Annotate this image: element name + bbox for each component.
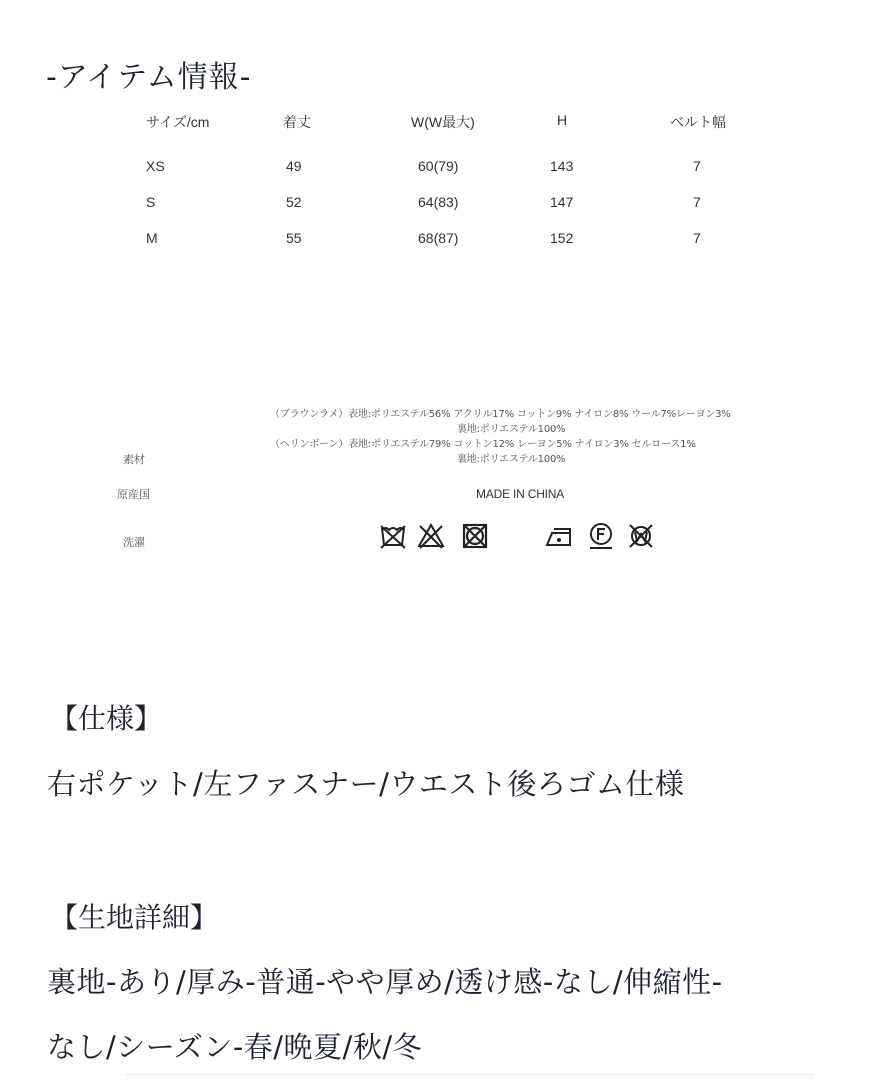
no-bleach-icon — [416, 521, 446, 551]
cell-waist: 64(83) — [418, 194, 459, 210]
cell-waist: 68(87) — [418, 230, 459, 246]
origin-label: 原産国 — [117, 488, 150, 501]
header-waist: W(W最大) — [411, 114, 475, 130]
fabric-text-line1: 裏地-あり/厚み-普通-やや厚め/透け感-なし/伸縮性- — [47, 965, 723, 999]
cell-size: M — [146, 230, 158, 246]
table-row — [0, 230, 883, 250]
wash-label: 洗濯 — [123, 536, 145, 549]
no-wet-clean-icon — [626, 521, 656, 551]
cell-size: S — [146, 194, 156, 210]
origin-value: MADE IN CHINA — [476, 487, 565, 501]
table-row — [0, 194, 883, 214]
material-line-brown: （ブラウンラメ）表地:ポリエステル56% アクリル17% コットン9% ナイロン8% ウール7%レーヨン3% — [270, 409, 731, 420]
item-info-title: -アイテム情報- — [46, 60, 252, 95]
cell-belt-width: 7 — [693, 194, 701, 210]
header-belt-width: ベルト幅 — [670, 114, 726, 130]
cell-size: XS — [146, 158, 165, 174]
cell-hip: 147 — [550, 194, 574, 210]
cell-hip: 152 — [550, 230, 574, 246]
material-label: 素材 — [123, 453, 145, 466]
no-wash-icon — [378, 521, 408, 551]
cell-waist: 60(79) — [418, 158, 459, 174]
header-hip: H — [557, 112, 568, 128]
fabric-text-line2: なし/シーズン-春/晩夏/秋/冬 — [47, 1030, 423, 1064]
header-length: 着丈 — [283, 114, 311, 130]
spec-text: 右ポケット/左ファスナー/ウエスト後ろゴム仕様 — [47, 767, 685, 801]
table-row — [0, 158, 883, 178]
material-line-herringbone-lining: 裏地:ポリエステル100% — [457, 454, 566, 465]
cell-length: 52 — [286, 194, 302, 210]
bottom-divider — [125, 1074, 815, 1080]
material-line-herringbone: （ヘリンボーン）表地:ポリエステル79% コットン12% レーヨン5% ナイロン3% セルロース1% — [270, 439, 696, 450]
size-table-header — [0, 112, 883, 132]
dry-clean-f-icon — [586, 521, 616, 551]
cell-length: 55 — [286, 230, 302, 246]
material-line-brown-lining: 裏地:ポリエステル100% — [457, 424, 566, 435]
cell-belt-width: 7 — [693, 158, 701, 174]
cell-hip: 143 — [550, 158, 574, 174]
low-iron-icon — [544, 521, 574, 551]
spec-heading: 【仕様】 — [50, 702, 163, 735]
header-size: サイズ/cm — [146, 114, 210, 130]
no-tumble-dry-icon — [460, 521, 490, 551]
fabric-heading: 【生地詳細】 — [50, 901, 219, 934]
cell-belt-width: 7 — [693, 230, 701, 246]
cell-length: 49 — [286, 158, 302, 174]
